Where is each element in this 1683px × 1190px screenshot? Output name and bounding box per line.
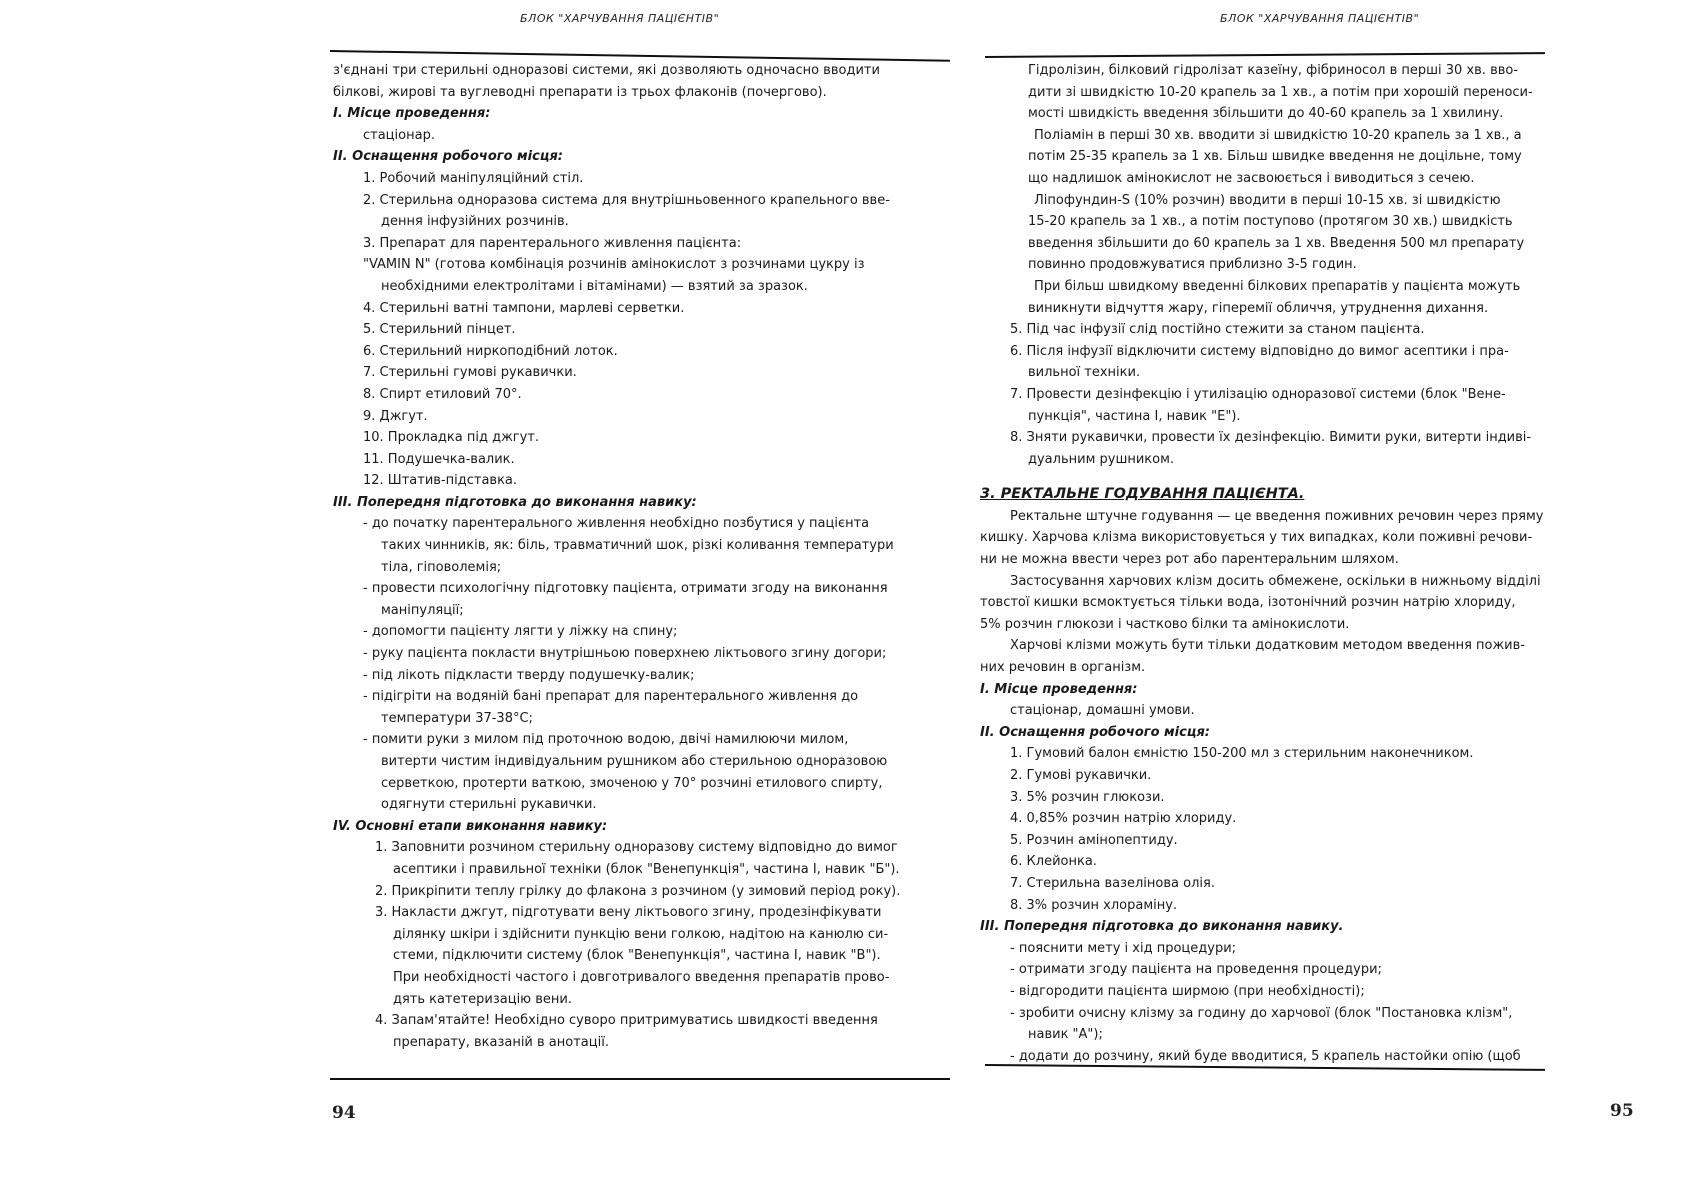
text-line: 3. Препарат для парентерального живлення пацієнта:: [363, 235, 742, 251]
text-line: товстої кишки всмоктується тільки вода, ізотонічний розчин натрію хлориду,: [980, 595, 1516, 611]
text-line: 3. Накласти джгут, підготувати вену ліктьового згину, продезінфікувати: [375, 905, 882, 921]
text-line: кишку. Харчова клізма використовується у тих випадках, коли поживні речови-: [980, 530, 1533, 546]
text-line: них речовин в організм.: [980, 660, 1146, 676]
text-line: 8. Зняти рукавички, провести їх дезінфекцію. Вимити руки, витерти індиві-: [1010, 430, 1532, 446]
text-line: вильної техніки.: [1028, 365, 1141, 381]
text-line: дуальним рушником.: [1028, 451, 1175, 467]
text-line: потім 25-35 крапель за 1 хв. Більш швидке введення не доцільне, тому: [1028, 149, 1522, 165]
text-line: 4. 0,85% розчин натрію хлориду.: [1010, 811, 1237, 827]
text-line: 7. Провести дезінфекцію і утилізацію одноразової системи (блок "Вене-: [1010, 386, 1506, 402]
text-line: 1. Гумовий балон ємністю 150-200 мл з стерильним наконечником.: [1010, 746, 1474, 762]
right-running-header: БЛОК "ХАРЧУВАННЯ ПАЦІЄНТІВ": [1220, 12, 1420, 25]
section-heading: II. Оснащення робочого місця:: [980, 724, 1210, 740]
text-line: таких чинників, як: біль, травматичний шок, різкі коливання температури: [381, 538, 894, 554]
text-line: - помити руки з милом під проточною водою, двічі намилюючи милом,: [363, 732, 849, 748]
section-heading: I. Місце проведення:: [333, 106, 491, 122]
text-line: асептики і правильної техніки (блок "Венепункція", частина І, навик "Б").: [393, 861, 900, 877]
text-line: дять катетеризацію вени.: [393, 991, 572, 1007]
text-line: Поліамін в перші 30 хв. вводити зі швидкістю 10-20 крапель за 1 хв., а: [1034, 127, 1522, 143]
text-line: одягнути стерильні рукавички.: [381, 797, 597, 813]
text-line: Харчові клізми можуть бути тільки додатковим методом введення пожив-: [1010, 638, 1525, 654]
text-line: 5. Розчин амінопептиду.: [1010, 832, 1178, 848]
text-line: мості швидкість введення збільшити до 40-60 крапель за 1 хвилину.: [1028, 106, 1504, 122]
text-line: - відгородити пацієнта ширмою (при необхідності);: [1010, 983, 1365, 999]
section-heading: III. Попередня підготовка до виконання навику.: [980, 919, 1344, 935]
section-title: 3. РЕКТАЛЬНЕ ГОДУВАННЯ ПАЦІЄНТА.: [980, 486, 1305, 503]
text-line: 9. Джгут.: [363, 408, 428, 424]
text-line: введення збільшити до 60 крапель за 1 хв. Введення 500 мл препарату: [1028, 235, 1525, 251]
text-line: ни не можна ввести через рот або парентеральним шляхом.: [980, 552, 1399, 568]
text-line: дити зі швидкістю 10-20 крапель за 1 хв., а потім при хорошій переноси-: [1028, 84, 1533, 100]
text-line: - провести психологічну підготовку пацієнта, отримати згоду на виконання: [363, 581, 888, 597]
text-line: 15-20 крапель за 1 хв., а потім поступово (протягом 30 хв.) швидкість: [1028, 214, 1513, 230]
text-line: "VAMIN N" (готова комбінація розчинів амінокислот з розчинами цукру із: [363, 257, 865, 273]
text-line: [980, 470, 1568, 484]
text-line: що надлишок амінокислот не засвоюється і виводиться з сечею.: [1028, 170, 1475, 186]
left-page-number: 94: [332, 1103, 356, 1123]
text-line: - підігріти на водяній бані препарат для парентерального живлення до: [363, 689, 859, 705]
text-line: 1. Робочий маніпуляційний стіл.: [363, 170, 584, 186]
text-line: витерти чистим індивідуальним рушником або стерильною одноразовою: [381, 754, 888, 769]
text-line: дення інфузійних розчинів.: [381, 214, 569, 230]
text-line: 11. Подушечка-валик.: [363, 451, 515, 467]
text-line: 6. Після інфузії відключити систему відповідно до вимог асептики і пра-: [1010, 343, 1509, 359]
right-page-text: [980, 60, 1568, 1067]
text-line: - руку пацієнта покласти внутрішньою поверхнею ліктьового згину догори;: [363, 646, 887, 662]
right-top-rule: [985, 52, 1545, 58]
section-heading: IV. Основні етапи виконання навику:: [333, 818, 608, 834]
text-line: 2. Стерильна одноразова система для внутрішньовенного крапельного вве-: [363, 192, 890, 208]
text-line: повинно продовжуватися приблизно 3-5 годин.: [1028, 257, 1357, 273]
text-line: 5. Стерильний пінцет.: [363, 322, 516, 338]
text-line: При необхідності частого і довготривалого введення препаратів прово-: [393, 969, 890, 985]
text-line: - допомогти пацієнту лягти у ліжку на спину;: [363, 624, 678, 640]
text-line: навик "А");: [1028, 1027, 1103, 1043]
text-line: 4. Стерильні ватні тампони, марлеві серветки.: [363, 300, 685, 316]
text-line: необхідними електролітами і вітамінами) — взятий за зразок.: [381, 278, 808, 294]
text-line: 5% розчин глюкози і частково білки та амінокислоти.: [980, 616, 1350, 632]
text-line: 1. Заповнити розчином стерильну одноразову систему відповідно до вимог: [375, 840, 898, 856]
text-line: температури 37-38°С;: [381, 710, 533, 726]
text-line: 2. Гумові рукавички.: [1010, 768, 1152, 783]
text-line: 7. Стерильні гумові рукавички.: [363, 365, 577, 381]
text-line: Ліпофундин-S (10% розчин) вводити в перші 10-15 хв. зі швидкістю: [1034, 192, 1501, 208]
section-heading: III. Попередня підготовка до виконання навику:: [333, 494, 697, 510]
text-line: 2. Прикріпити теплу грілку до флакона з розчином (у зимовий період року).: [375, 883, 901, 899]
text-line: ділянку шкіри і здійснити пункцію вени голкою, надітою на канюлю си-: [393, 926, 889, 942]
text-line: стеми, підключити систему (блок "Венепункція", частина І, навик "В").: [393, 948, 881, 964]
right-page: [850, 0, 1683, 1190]
text-line: 8. Спирт етиловий 70°.: [363, 386, 522, 402]
right-page-number: 95: [1610, 1101, 1634, 1121]
text-line: виникнути відчуття жару, гіперемії обличчя, утруднення дихання.: [1028, 300, 1489, 316]
text-line: 5. Під час інфузії слід постійно стежити за станом пацієнта.: [1010, 322, 1425, 338]
text-line: препарату, вказаній в анотації.: [393, 1034, 609, 1050]
text-line: маніпуляції;: [381, 602, 464, 618]
text-line: 10. Прокладка під джгут.: [363, 430, 540, 446]
text-line: пункція", частина І, навик "Е").: [1028, 408, 1241, 424]
text-line: - отримати згоду пацієнта на проведення процедури;: [1010, 962, 1382, 978]
text-line: - пояснити мету і хід процедури;: [1010, 940, 1237, 956]
section-heading: I. Місце проведення:: [980, 681, 1138, 697]
text-line: 7. Стерильна вазелінова олія.: [1010, 875, 1215, 891]
text-line: - додати до розчину, який буде вводитися, 5 крапель настойки опію (щоб: [1010, 1048, 1521, 1064]
text-line: стаціонар.: [363, 127, 435, 143]
text-line: - до початку парентерального живлення необхідно позбутися у пацієнта: [363, 516, 870, 532]
text-line: 4. Запам'ятайте! Необхідно суворо притримуватись швидкості введення: [375, 1013, 878, 1029]
text-line: 3. 5% розчин глюкози.: [1010, 789, 1165, 805]
text-line: білкові, жирові та вуглеводні препарати із трьох флаконів (почергово).: [333, 84, 827, 100]
text-line: При більш швидкому введенні білкових препаратів у пацієнта можуть: [1034, 278, 1521, 294]
text-line: стаціонар, домашні умови.: [1010, 703, 1195, 719]
text-line: серветкою, протерти ваткою, змоченою у 70° розчині етилового спирту,: [381, 775, 883, 791]
text-line: 12. Штатив-підставка.: [363, 473, 518, 489]
text-line: Гідролізин, білковий гідролізат казеїну, фібриносол в перші 30 хв. вво-: [1028, 63, 1519, 78]
text-line: тіла, гіповолемія;: [381, 559, 502, 575]
text-line: 6. Клейонка.: [1010, 854, 1097, 870]
text-line: 8. 3% розчин хлораміну.: [1010, 897, 1178, 913]
text-line: - під лікоть підкласти тверду подушечку-валик;: [363, 667, 695, 683]
section-heading: II. Оснащення робочого місця:: [333, 149, 563, 165]
text-line: 6. Стерильний ниркоподібний лоток.: [363, 343, 618, 359]
left-running-header: БЛОК "ХАРЧУВАННЯ ПАЦІЄНТІВ": [520, 12, 720, 25]
text-line: з'єднані три стерильні одноразові системи, які дозволяють одночасно вводити: [333, 63, 880, 78]
text-line: - зробити очисну клізму за годину до харчової (блок "Постановка клізм",: [1010, 1005, 1513, 1021]
text-line: Застосування харчових клізм досить обмежене, оскільки в нижньому відділі: [1010, 573, 1541, 589]
text-line: Ректальне штучне годування — це введення поживних речовин через пряму: [1010, 508, 1544, 524]
